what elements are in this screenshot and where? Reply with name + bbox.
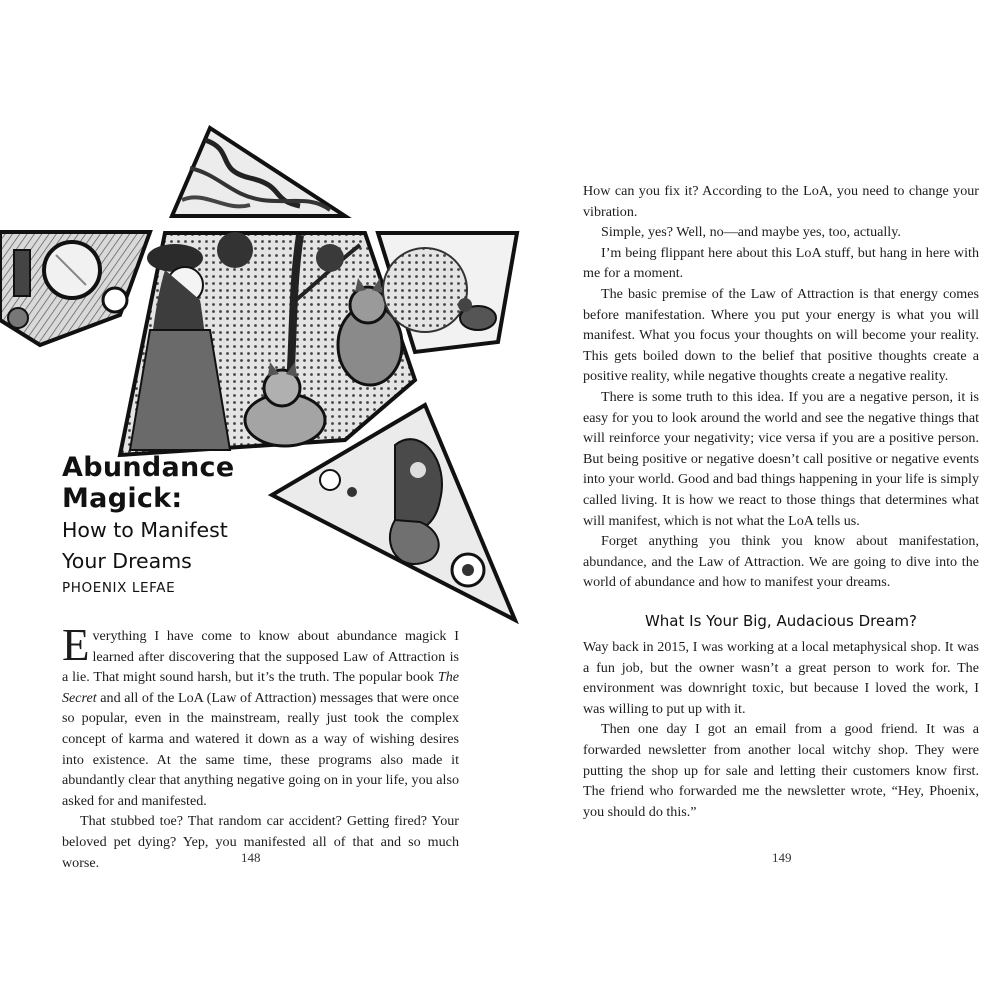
chapter-subtitle-line1: How to Manifest bbox=[62, 518, 228, 542]
left-body-text bbox=[62, 620, 459, 873]
paragraph: I’m being flippant here about this LoA stuff, but hang in here with me for a moment. bbox=[583, 244, 979, 282]
section-heading: What Is Your Big, Audacious Dream? bbox=[644, 612, 918, 630]
paragraph: Then one day I got an email from a good friend. It was a forwarded newsletter from another local witchy shop. They were putting the shop up for sale and letting their customers know first. The friend who forwarded me the newsletter wrote, “Hey, Phoenix, you should do this.” bbox=[583, 721, 979, 820]
paragraph: That stubbed toe? That random car accident? Getting fired? Your beloved pet dying? Yep, you manifested all of that and so much worse. bbox=[62, 813, 459, 871]
paragraph: Simple, yes? Well, no—and maybe yes, too, actually. bbox=[601, 224, 901, 241]
book-title: The Secret bbox=[62, 669, 459, 706]
paragraph: Forget anything you think you know about manifestation, abundance, and the Law of Attraction. We are going to dive into the world of abundance and how to manifest your dreams. bbox=[583, 533, 979, 591]
author-name: PHOENIX LEFAE bbox=[62, 580, 176, 596]
opening-paragraph: Everything I have come to know about abundance magick I learned after discovering that the supposed Law of Attraction is a lie. That might sound harsh, but it’s the truth. The popular book The Secret and all of the LoA (Law of Attraction) messages that were once so popular, even in the mainstream, really just took the complex concept of karma and watered it down as a way of wishing desires into existence. At the same time, these programs also made it abundantly clear that anything negative going on in your life, you also asked for and manifested. bbox=[62, 620, 459, 809]
apothecary-panel bbox=[0, 232, 150, 345]
paragraph: Way back in 2015, I was working at a local metaphysical shop. It was a fun job, but the owner wasn’t a great person to work for. The environment was downright toxic, but because I loved the work, I was willing to put up with it. bbox=[583, 639, 979, 717]
chapter-title-line2: Magick: bbox=[62, 483, 183, 514]
drop-cap: E bbox=[62, 620, 90, 670]
chapter-title-block bbox=[62, 452, 302, 596]
page-number-right: 149 bbox=[772, 850, 792, 865]
paragraph: How can you fix it? According to the LoA, you need to change your vibration. bbox=[583, 183, 979, 220]
page-number-left: 148 bbox=[241, 850, 261, 865]
chapter-subtitle-line2: Your Dreams bbox=[62, 549, 192, 573]
section-body-text bbox=[583, 637, 979, 822]
woman-cats-panel bbox=[120, 232, 415, 455]
right-body-text bbox=[583, 181, 979, 593]
paragraph: The basic premise of the Law of Attraction is that energy comes before manifestation. Where you put your energy is what you will manifest. What you focus your thoughts on will become your reality. This gets boiled down to the belief that positive thoughts create a positive reality, while negative thoughts create a negative reality. bbox=[583, 285, 979, 385]
wave-panel bbox=[172, 128, 345, 216]
chapter-title-line1: Abundance bbox=[62, 452, 235, 483]
paragraph: There is some truth to this idea. If you are a negative person, it is easy for you to look around the world and see the negative things that will reinforce your negativity; vice versa if you are a positive person. But being positive or negative doesn’t call positive or negative events into your world. Good and bad things happening in your life is simply called living. It is how we react to those things that determines what will manifest, which is not what the LoA tells us. bbox=[583, 388, 979, 529]
